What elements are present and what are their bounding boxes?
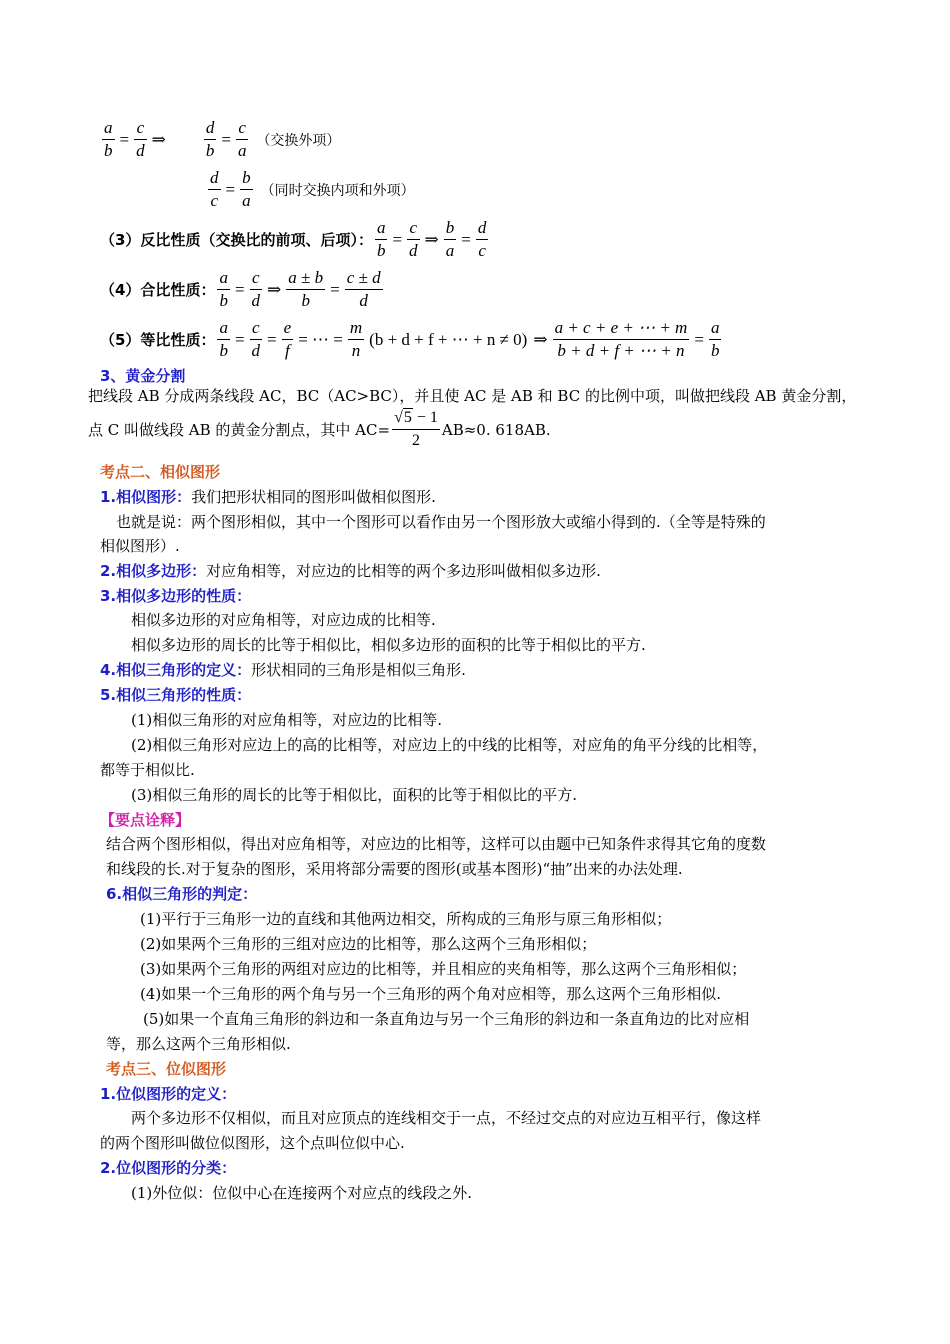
fraction: $\frac{d}{b}$: [205, 118, 215, 160]
list-item: (1)平行于三角形一边的直线和其他两边相交，所构成的三角形与原三角形相似；: [140, 910, 672, 928]
golden-line-2: 点 C 叫做线段 AB 的黄金分割点，其中 AC= $\frac{√5 - 1}{2}$ AB≈0. 618AB.: [88, 409, 551, 450]
section-title: 考点三、位似图形: [106, 1060, 227, 1078]
property-label: （5）等比性质：: [100, 331, 216, 349]
item-label: 3.相似多边形的性质：: [100, 587, 252, 605]
list-item: 等，那么这两个三角形相似.: [106, 1035, 291, 1053]
item-triangle-definition: 4.相似三角形的定义：形状相同的三角形是相似三角形.: [100, 661, 466, 679]
list-item: 都等于相似比.: [100, 761, 195, 779]
list-item: (3)相似三角形的周长的比等于相似比，面积的比等于相似比的平方.: [131, 786, 578, 804]
formula: $\frac{a}{b}$ = $\frac{c}{d}$ ⇒ $\frac{b}{a}$ = $\frac{d}{c}$: [376, 218, 487, 260]
golden-title: 3、黄金分割: [100, 367, 186, 385]
paragraph: 两个多边形不仅相似，而且对应顶点的连线相交于一点，不经过交点的对应边互相平行，像这样: [131, 1109, 762, 1127]
item-label: 1.位似图形的定义：: [100, 1085, 237, 1103]
paragraph: 结合两个图形相似，得出对应角相等，对应边的比相等，这样可以由题中已知条件求得其它角的度数: [106, 835, 767, 853]
formula: $\frac{a}{b}$ = $\frac{c}{d}$ = $\frac{e}{f}$ = ⋯ = $\frac{m}{n}$ (b + d + f + ⋯ + n ≠ 0) ⇒ $\frac{a + c + e + \cdots + m}{b + d + f + \cdots + n}$ = $\frac{a}{b}$: [219, 318, 720, 360]
paragraph: 相似多边形的对应角相等，对应边成的比相等.: [131, 611, 436, 629]
list-item: (3)如果两个三角形的两组对应边的比相等，并且相应的夹角相等，那么这两个三角形相似；: [140, 960, 747, 978]
list-item: (1)外位似：位似中心在连接两个对应点的线段之外.: [131, 1184, 473, 1202]
fraction: $\frac{d}{c}$: [210, 168, 219, 210]
paragraph: 相似图形）.: [100, 537, 180, 555]
property-equal-ratio: [100, 318, 723, 361]
paragraph: 相似多边形的周长的比等于相似比，相似多边形的面积的比等于相似比的平方.: [131, 636, 646, 654]
paragraph: 和线段的长.对于复杂的图形，采用将部分需要的图形(或基本图形)“抽”出来的办法处理.: [106, 860, 683, 878]
formula: $\frac{a}{b}$ = $\frac{c}{d}$ ⇒ $\frac{a \pm b}{b}$ = $\frac{c \pm d}{d}$: [219, 268, 381, 310]
item-label: 5.相似三角形的性质：: [100, 686, 252, 704]
item-similar-figures: 1.相似图形：我们把形状相同的图形叫做相似图形.: [100, 488, 436, 506]
item-label: 2.位似图形的分类：: [100, 1159, 237, 1177]
fraction: $\frac{c}{d}$: [136, 118, 145, 160]
formula-swap-outer: $\frac{a}{b}$ = $\frac{c}{d}$ ⇒ $\frac{d}{b}$ = $\frac{c}{a}$ （交换外项）: [104, 118, 341, 160]
paragraph: 也就是说：两个图形相似，其中一个图形可以看作由另一个图形放大或缩小得到的.（全等是特殊的: [116, 513, 766, 531]
property-inverse: [100, 218, 490, 261]
item-label: 6.相似三角形的判定：: [106, 885, 258, 903]
list-item: (2)如果两个三角形的三组对应边的比相等，那么这两个三角形相似；: [140, 935, 597, 953]
golden-fraction: $\frac{√5 - 1}{2}$: [394, 409, 438, 450]
fraction: $\frac{c}{a}$: [237, 118, 247, 160]
list-item: (2)相似三角形对应边上的高的比相等，对应边上的中线的比相等，对应角的角平分线的比相等，: [131, 736, 768, 754]
golden-line-1: 把线段 AB 分成两条线段 AC，BC（AC>BC），并且使 AC 是 AB 和 BC 的比例中项，叫做把线段 AB 黄金分割，: [88, 387, 857, 405]
list-item: (5)如果一个直角三角形的斜边和一条直角边与另一个三角形的斜边和一条直角边的比对应相: [143, 1010, 750, 1028]
list-item: (4)如果一个三角形的两个角与另一个三角形的两个角对应相等，那么这两个三角形相似.: [140, 985, 722, 1003]
property-sum: [100, 268, 385, 311]
fraction: $\frac{a}{b}$: [104, 118, 113, 160]
paragraph: 的两个图形叫做位似图形，这个点叫位似中心.: [100, 1134, 405, 1152]
formula-note: （同时交换内项和外项）: [260, 182, 415, 199]
item-similar-polygons: 2.相似多边形：对应角相等，对应边的比相等的两个多边形叫做相似多边形.: [100, 562, 601, 580]
fraction: $\frac{b}{a}$: [242, 168, 251, 210]
formula-note: （交换外项）: [256, 132, 341, 149]
formula-swap-both: $\frac{d}{c}$ = $\frac{b}{a}$ （同时交换内项和外项）: [210, 168, 415, 210]
property-label: （4）合比性质：: [100, 281, 216, 299]
condition: (b + d + f + ⋯ + n ≠ 0): [369, 329, 528, 349]
list-item: (1)相似三角形的对应角相等，对应边的比相等.: [131, 711, 443, 729]
section-title: 考点二、相似图形: [100, 463, 221, 481]
note-label: 【要点诠释】: [100, 811, 191, 829]
property-label: （3）反比性质（交换比的前项、后项）：: [100, 231, 373, 249]
